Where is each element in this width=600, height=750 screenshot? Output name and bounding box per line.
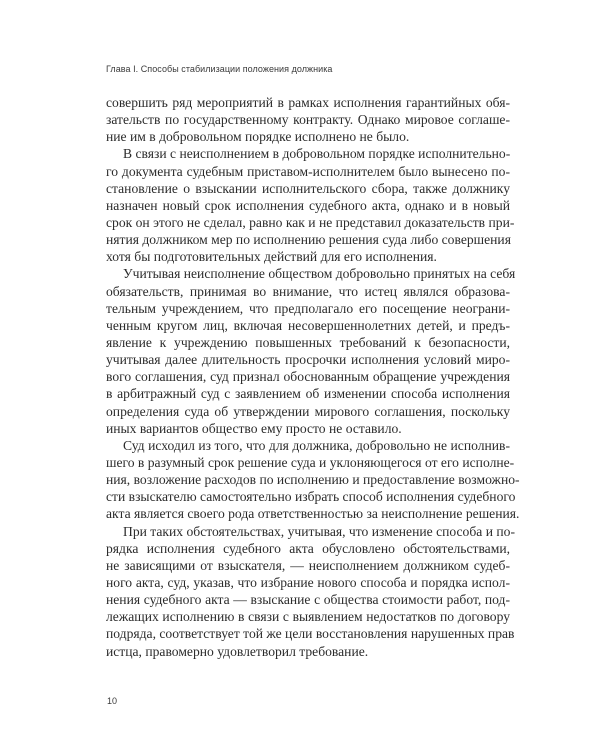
text-line: явление к учреждению повышенных требований к безопасности, bbox=[106, 334, 510, 350]
text-line: рядка исполнения судебного акта обусловлено обстоятельствами, bbox=[106, 540, 510, 556]
text-line: акта является своего рода ответственностью за неисполнение решения. bbox=[106, 506, 520, 522]
text-line: шего в разумный срок решение суда и уклоняющегося от его исполне- bbox=[106, 454, 515, 470]
page-number: 10 bbox=[107, 696, 118, 706]
text-line: становление о взыскании исполнительского сбора, также должнику bbox=[106, 180, 510, 196]
text-line: совершить ряд мероприятий в рамках исполнения гарантийных обя- bbox=[106, 95, 510, 110]
text-line: Суд исходил из того, что для должника, добровольно не исполнив- bbox=[123, 437, 510, 453]
text-line: истца, правомерно удовлетворил требование. bbox=[106, 643, 369, 659]
text-line: При таких обстоятельствах, учитывая, что изменение способа и по- bbox=[123, 523, 515, 539]
text-line: подряда, соответствует той же цели восстановления нарушенных прав bbox=[106, 626, 515, 642]
text-line: нения судебного акта — взыскание с общества стоимости работ, под- bbox=[106, 592, 510, 608]
text-line: нятия должником мер по исполнению решения суда либо совершения bbox=[106, 232, 511, 248]
text-line: го документа судебным приставом-исполнителем было вынесено по- bbox=[106, 163, 510, 179]
text-line: хотя бы подготовительных действий для его исполнения. bbox=[106, 249, 437, 265]
paragraph bbox=[106, 94, 510, 145]
paragraph bbox=[106, 437, 520, 523]
text-line: лежащих исполнению в связи с выявлением недостатков по договору bbox=[106, 609, 510, 625]
text-line: В связи с неисполнением в добровольном порядке исполнительно- bbox=[123, 146, 511, 162]
text-line: вого соглашения, суд признал обоснованным обращение учреждения bbox=[106, 369, 510, 385]
text-line: срок он этого не сделал, равно как и не представил доказательств при- bbox=[106, 214, 515, 230]
text-line: ние им в добровольном порядке исполнено не было. bbox=[106, 129, 410, 145]
text-line: ченным кругом лиц, включая несовершеннолетних детей, и предъ- bbox=[106, 317, 510, 333]
text-line: сти взыскателю самостоятельно избрать способ исполнения судебного bbox=[106, 489, 516, 505]
text-line: ного акта, суд, указав, что избрание нового способа и порядка испол- bbox=[106, 574, 510, 590]
text-line: Учитывая неисполнение обществом добровольно принятых на себя bbox=[123, 266, 516, 282]
text-line: не зависящими от взыскателя, — неисполнением должником судеб- bbox=[106, 557, 510, 573]
text-line: иных вариантов общество ему просто не оставило. bbox=[106, 420, 402, 436]
paragraph bbox=[106, 523, 515, 660]
paragraph bbox=[106, 145, 515, 265]
text-line: тельным учреждением, что предполагало его посещение неограни- bbox=[106, 300, 510, 316]
text-line: определения суда об утверждении мирового соглашения, поскольку bbox=[106, 403, 510, 419]
text-line: обязательств, принимая во внимание, что истец являлся образова- bbox=[106, 283, 510, 299]
text-line: в арбитражный суд с заявлением об изменении способа исполнения bbox=[106, 386, 510, 402]
text-line: учитывая далее длительность просрочки исполнения условий миро- bbox=[106, 352, 510, 368]
text-line: зательств по государственному контракту. Однако мировое соглаше- bbox=[106, 112, 510, 128]
paragraph bbox=[106, 265, 516, 436]
running-head: Глава I. Способы стабилизации положения должника bbox=[106, 64, 333, 74]
body-text bbox=[106, 94, 520, 660]
text-line: ния, возложение расходов по исполнению и предоставление возможно- bbox=[106, 472, 520, 488]
text-line: назначен новый срок исполнения судебного акта, однако и в новый bbox=[106, 197, 510, 213]
